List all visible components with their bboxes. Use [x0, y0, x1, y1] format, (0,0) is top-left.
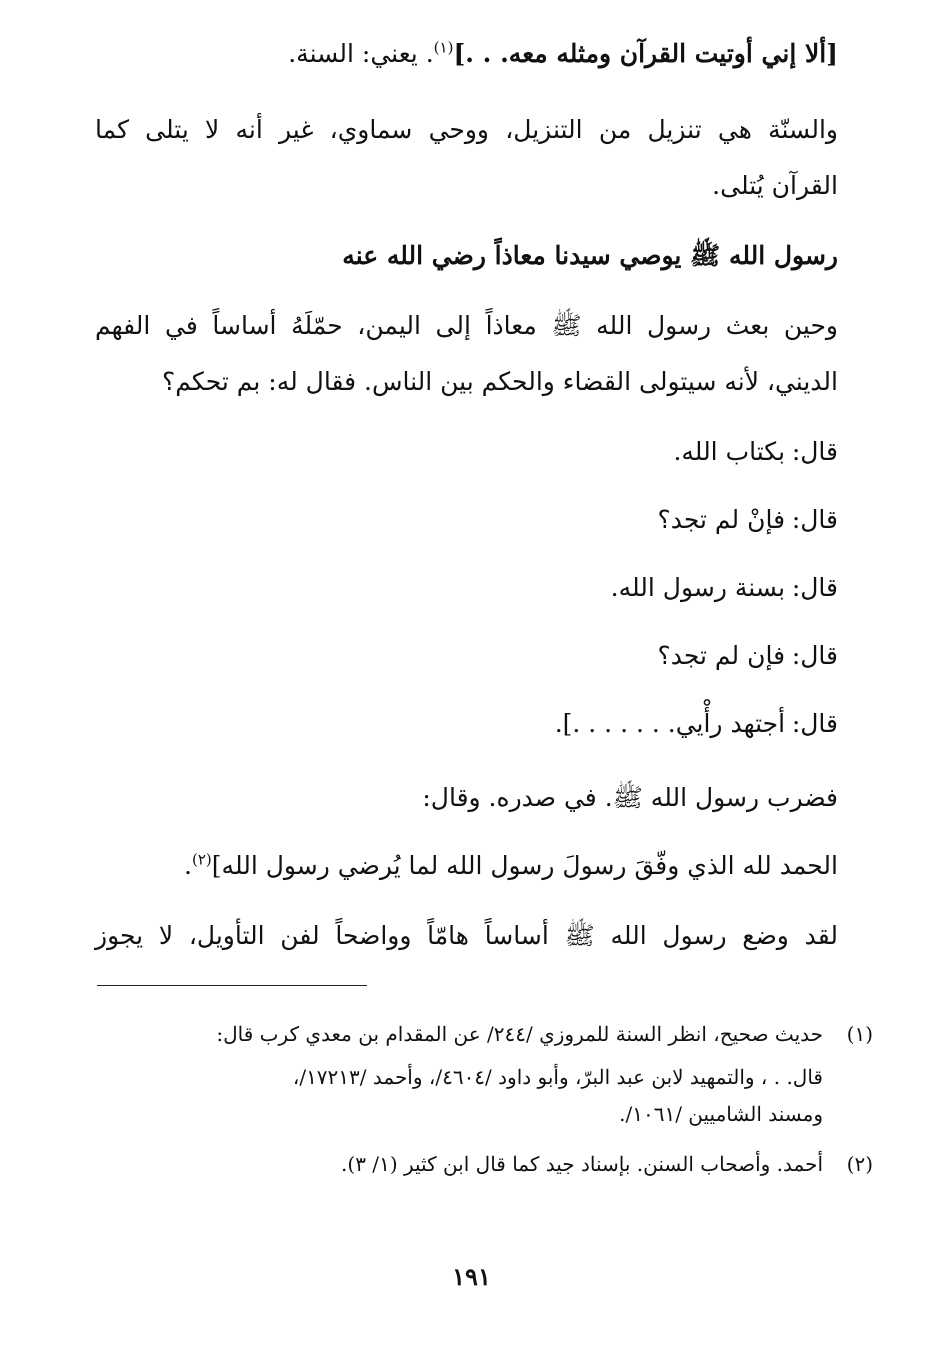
footnote-ref-1: (١)	[433, 38, 454, 57]
footnote-1-line-1	[95, 1020, 873, 1048]
dialogue-text: فإنْ لم تجد؟	[657, 505, 786, 534]
paragraph-4	[95, 848, 838, 884]
paragraph-5: لقد وضع رسول الله ﷺ أساساً هامّاً وواضحاً لفن التأويل، لا يجوز	[95, 921, 838, 950]
speaker-label: قال:	[791, 709, 838, 738]
paragraph-1-line-1: والسنّة هي تنزيل من التنزيل، ووحي سماوي، غير أنه لا يتلى كما	[95, 115, 838, 144]
footnote-separator	[97, 985, 367, 986]
dialogue-line	[95, 706, 838, 742]
dialogue-text: فإن لم تجد؟	[657, 641, 786, 670]
footnote-1-line-3: ومسند الشاميين /١٠٦١/.	[619, 1102, 823, 1126]
dialogue-line	[95, 570, 838, 606]
paragraph-2-line-1: وحين بعث رسول الله ﷺ معاذاً إلى اليمن، حمّلَهُ أساساً في الفهم	[95, 311, 838, 340]
footnote-2	[95, 1150, 873, 1178]
quote-line	[95, 36, 838, 72]
footnote-1-line-2: قال. . ، والتمهيد لابن عبد البرّ، وأبو داود /٤٦٠٤/، وأحمد /١٧٢١٣/،	[292, 1065, 823, 1089]
footnote-1-text: حديث صحيح، انظر السنة للمروزي /٢٤٤/ عن المقدام بن معدي كرب قال:	[216, 1022, 823, 1046]
hadith-quote: [ألا إني أوتيت القرآن ومثله معه. . .]	[453, 39, 838, 68]
footnote-1-number: (١)	[846, 1022, 873, 1046]
dialogue-line	[95, 434, 838, 470]
dialogue-text: أجتهد رأْيي. . . . . . .].	[554, 709, 786, 738]
footnote-2-number: (٢)	[846, 1152, 873, 1176]
dialogue-line	[95, 502, 838, 538]
dialogue-line	[95, 638, 838, 674]
paragraph-3: فضرب رسول الله ﷺ. في صدره. وقال:	[422, 783, 838, 812]
paragraph-2-line-2: الديني، لأنه سيتولى القضاء والحكم بين الناس. فقال له: بم تحكم؟	[161, 367, 838, 396]
quote-tail: . يعني: السنة.	[288, 39, 434, 68]
speaker-label: قال:	[791, 641, 838, 670]
paragraph-1-line-2: القرآن يُتلى.	[712, 171, 838, 200]
praise-text: الحمد لله الذي وفّقَ رسولَ رسول الله لما يُرضي رسول الله]	[211, 851, 838, 880]
footnote-ref-2: (٢)	[192, 850, 212, 869]
speaker-label: قال:	[791, 505, 838, 534]
speaker-label: قال:	[791, 437, 838, 466]
speaker-label: قال:	[791, 573, 838, 602]
dialogue-text: بكتاب الله.	[673, 437, 786, 466]
dialogue-text: بسنة رسول الله.	[610, 573, 786, 602]
page-number: ١٩١	[452, 1262, 491, 1291]
praise-end: .	[184, 851, 192, 880]
section-heading: رسول الله ﷺ يوصي سيدنا معاذاً رضي الله عنه	[342, 241, 838, 270]
footnote-2-text: أحمد. وأصحاب السنن. بإسناد جيد كما قال ابن كثير (١/ ٣).	[341, 1152, 823, 1176]
